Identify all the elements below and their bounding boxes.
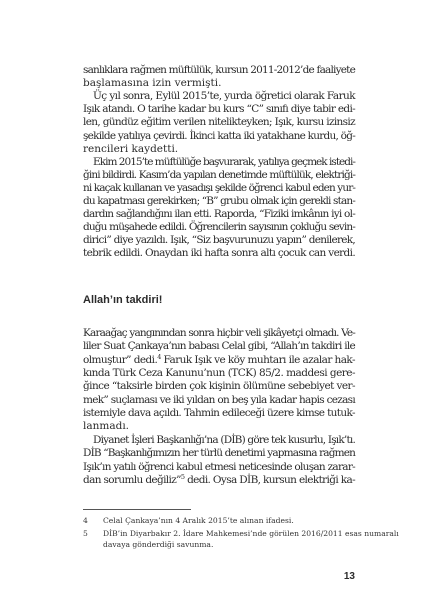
text-line: kında Türk Ceza Kanunu’nun (TCK) 85/2. maddesi gere- bbox=[83, 367, 355, 380]
text-line: başlamasına izin vermişti. bbox=[83, 77, 222, 90]
text-line: sanlıklara rağmen müftülük, kursun 2011-2012’de faaliyete bbox=[83, 64, 356, 76]
footnote-text: davaya gönderdiği savunma. bbox=[103, 539, 214, 549]
footnote-number: 5 bbox=[83, 529, 88, 538]
footnote-separator bbox=[83, 509, 191, 510]
text-line: lanmadı. bbox=[83, 420, 130, 433]
text-line: dan sorumlu değiliz”$^5$ dedi. Oysa DİB, kursun elektriği ka- bbox=[83, 472, 356, 486]
page-number: 13 bbox=[343, 571, 355, 582]
section-heading: Allah’ın takdiri! bbox=[83, 294, 163, 306]
text-line: dardın sağlandığını ilan etti. Raporda, “Fiziki imkânın iyi ol- bbox=[83, 208, 356, 221]
text-line: tebrik edildi. Onaydan iki hafta sonra altı çocuk can verdi. bbox=[83, 247, 356, 260]
footnote-text: DİB’in Diyarbakır 2. İdare Mahkemesi’nde görülen 2016/2011 esas numaralı bbox=[103, 529, 399, 538]
footnote-number: 4 bbox=[83, 516, 88, 525]
footnote-text: Celal Çankaya’nın 4 Aralık 2015’te alınan ifadesi. bbox=[103, 516, 294, 525]
text-line: Ekim 2015’te müftülüğe başvurarak, yatılıya geçmek istedi- bbox=[93, 155, 355, 168]
text-line: Işık’ın yatılı öğrenci kabul etmesi neticesinde oluşan zarar- bbox=[83, 460, 355, 473]
text-line: Diyanet İşleri Başkanlığı’na (DİB) göre tek kusurlu, Işık’tı. bbox=[93, 433, 355, 446]
text-line: ni kaçak kullanan ve yasadışı şekilde öğrenci kabul eden yur- bbox=[83, 181, 355, 194]
text-line: len, gündüz eğitim verilen nitelikteyken; Işık, kursu izinsiz bbox=[83, 116, 355, 129]
text-line: du kapatması gerekirken; “B” grubu olmak için gerekli stan- bbox=[83, 195, 355, 207]
text-line: ğince “taksirle birden çok kişinin ölümüne sebebiyet ver- bbox=[83, 380, 355, 393]
text-line: rencileri kaydetti. bbox=[83, 142, 179, 155]
text-line: ğini bildirdi. Kasım’da yapılan denetimde müftülük, elektriği- bbox=[83, 168, 355, 181]
text-line: dirici” diye yazıldı. Işık, “Siz başvurunuzu yapın” denilerek, bbox=[83, 234, 355, 247]
footnote-marker: 5 bbox=[180, 472, 185, 481]
text-line: liler Suat Çankaya’nın babası Celal gibi, “Allah’ın takdiri ile bbox=[83, 340, 356, 353]
text-line: olmuştur” dedi.$^4$ Faruk Işık ve köy muhtarı ile azalar hak- bbox=[83, 352, 355, 366]
text-line: Üç yıl sonra, Eylül 2015’te, yurda öğretici olarak Faruk bbox=[93, 90, 355, 103]
text-line: DİB “Başkanlığımızın her türlü denetimi yapmasına rağmen bbox=[83, 447, 356, 460]
text-line: mek” suçlaması ve iki yıldan on beş yıla kadar hapis cezası bbox=[83, 393, 355, 406]
text-line: istemiyle dava açıldı. Tahmin edileceği üzere kimse tutuk- bbox=[83, 407, 355, 420]
text-line: Işık atandı. O tarihe kadar bu kurs “C” sınıfı diye tabir edi- bbox=[83, 103, 356, 116]
text-line: Karaağaç yangınından sonra hiçbir veli şikâyetçi olmadı. Ve- bbox=[83, 327, 355, 339]
text-line: duğu müşahede edildi. Öğrencilerin sayısının çokluğu sevin- bbox=[83, 221, 355, 234]
footnote-marker: 4 bbox=[157, 352, 161, 361]
text-line: şekilde yatılıya çevirdi. İkinci katta iki yatakhane kurdu, öğ- bbox=[83, 129, 355, 142]
